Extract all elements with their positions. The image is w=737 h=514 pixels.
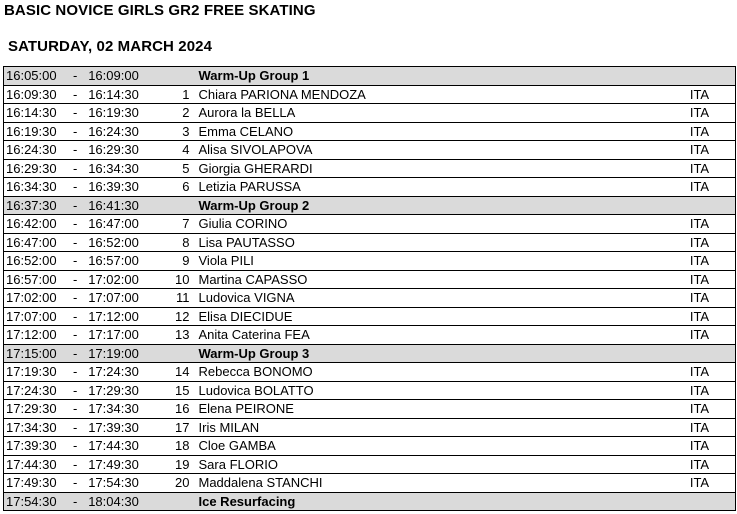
start-number: 18	[170, 437, 193, 456]
start-number: 2	[170, 104, 193, 123]
table-row	[4, 178, 736, 197]
nation-code: ITA	[690, 85, 736, 104]
time-separator: -	[68, 289, 82, 308]
start-time: 17:54:30	[4, 492, 69, 511]
time-separator: -	[68, 233, 82, 252]
skater-name: Warm-Up Group 3	[194, 344, 690, 363]
start-time: 16:05:00	[4, 67, 69, 86]
start-time: 16:19:30	[4, 122, 69, 141]
table-row	[4, 215, 736, 234]
start-number: 4	[170, 141, 193, 160]
skater-name: Alisa SIVOLAPOVA	[194, 141, 690, 160]
start-number: 15	[170, 381, 193, 400]
start-time: 17:07:00	[4, 307, 69, 326]
table-row	[4, 363, 736, 382]
time-separator: -	[68, 492, 82, 511]
table-row	[4, 85, 736, 104]
skater-name: Giulia CORINO	[194, 215, 690, 234]
nation-code	[690, 196, 736, 215]
table-row	[4, 437, 736, 456]
table-row	[4, 141, 736, 160]
time-separator: -	[68, 363, 82, 382]
time-separator: -	[68, 474, 82, 493]
skater-name: Sara FLORIO	[194, 455, 690, 474]
time-separator: -	[68, 178, 82, 197]
start-time: 16:09:30	[4, 85, 69, 104]
skater-name: Ludovica VIGNA	[194, 289, 690, 308]
end-time: 17:24:30	[82, 363, 170, 382]
table-row	[4, 307, 736, 326]
start-time: 17:34:30	[4, 418, 69, 437]
skater-name: Emma CELANO	[194, 122, 690, 141]
nation-code	[690, 344, 736, 363]
start-number: 11	[170, 289, 193, 308]
time-separator: -	[68, 400, 82, 419]
time-separator: -	[68, 455, 82, 474]
skater-name: Ludovica BOLATTO	[194, 381, 690, 400]
start-time: 16:24:30	[4, 141, 69, 160]
skater-name: Warm-Up Group 2	[194, 196, 690, 215]
skater-name: Lisa PAUTASSO	[194, 233, 690, 252]
time-separator: -	[68, 307, 82, 326]
skater-name: Martina CAPASSO	[194, 270, 690, 289]
start-number: 13	[170, 326, 193, 345]
end-time: 16:47:00	[82, 215, 170, 234]
end-time: 17:54:30	[82, 474, 170, 493]
end-time: 16:19:30	[82, 104, 170, 123]
nation-code: ITA	[690, 400, 736, 419]
start-number: 19	[170, 455, 193, 474]
start-number: 1	[170, 85, 193, 104]
nation-code: ITA	[690, 418, 736, 437]
time-separator: -	[68, 381, 82, 400]
table-row	[4, 159, 736, 178]
time-separator: -	[68, 159, 82, 178]
nation-code: ITA	[690, 326, 736, 345]
nation-code: ITA	[690, 252, 736, 271]
end-time: 16:39:30	[82, 178, 170, 197]
start-time: 16:57:00	[4, 270, 69, 289]
table-row	[4, 418, 736, 437]
nation-code: ITA	[690, 141, 736, 160]
end-time: 17:12:00	[82, 307, 170, 326]
end-time: 16:09:00	[82, 67, 170, 86]
time-separator: -	[68, 141, 82, 160]
time-separator: -	[68, 196, 82, 215]
start-number: 16	[170, 400, 193, 419]
start-number: 5	[170, 159, 193, 178]
nation-code: ITA	[690, 104, 736, 123]
start-number: 17	[170, 418, 193, 437]
nation-code: ITA	[690, 215, 736, 234]
end-time: 16:14:30	[82, 85, 170, 104]
skater-name: Elena PEIRONE	[194, 400, 690, 419]
start-number	[170, 196, 193, 215]
start-time: 17:02:00	[4, 289, 69, 308]
schedule-body	[4, 67, 736, 511]
group-row	[4, 344, 736, 363]
nation-code: ITA	[690, 381, 736, 400]
nation-code: ITA	[690, 437, 736, 456]
nation-code	[690, 67, 736, 86]
start-time: 16:29:30	[4, 159, 69, 178]
event-date: SATURDAY, 02 MARCH 2024	[8, 38, 213, 55]
time-separator: -	[68, 418, 82, 437]
skater-name: Chiara PARIONA MENDOZA	[194, 85, 690, 104]
skater-name: Aurora la BELLA	[194, 104, 690, 123]
start-number	[170, 67, 193, 86]
start-time: 17:24:30	[4, 381, 69, 400]
end-time: 17:49:30	[82, 455, 170, 474]
skater-name: Warm-Up Group 1	[194, 67, 690, 86]
skater-name: Viola PILI	[194, 252, 690, 271]
nation-code: ITA	[690, 233, 736, 252]
time-separator: -	[68, 326, 82, 345]
nation-code: ITA	[690, 474, 736, 493]
start-time: 17:15:00	[4, 344, 69, 363]
end-time: 16:34:30	[82, 159, 170, 178]
start-time: 16:14:30	[4, 104, 69, 123]
table-row	[4, 326, 736, 345]
table-row	[4, 455, 736, 474]
start-number: 8	[170, 233, 193, 252]
time-separator: -	[68, 67, 82, 86]
start-time: 17:49:30	[4, 474, 69, 493]
end-time: 18:04:30	[82, 492, 170, 511]
group-row	[4, 196, 736, 215]
end-time: 17:02:00	[82, 270, 170, 289]
skater-name: Rebecca BONOMO	[194, 363, 690, 382]
skater-name: Anita Caterina FEA	[194, 326, 690, 345]
nation-code: ITA	[690, 289, 736, 308]
skater-name: Ice Resurfacing	[194, 492, 690, 511]
end-time: 16:24:30	[82, 122, 170, 141]
start-time: 17:19:30	[4, 363, 69, 382]
start-number: 10	[170, 270, 193, 289]
nation-code: ITA	[690, 159, 736, 178]
time-separator: -	[68, 252, 82, 271]
time-separator: -	[68, 85, 82, 104]
nation-code: ITA	[690, 270, 736, 289]
end-time: 17:29:30	[82, 381, 170, 400]
start-number: 20	[170, 474, 193, 493]
nation-code: ITA	[690, 455, 736, 474]
nation-code	[690, 492, 736, 511]
start-number: 12	[170, 307, 193, 326]
nation-code: ITA	[690, 122, 736, 141]
start-number: 7	[170, 215, 193, 234]
start-time: 17:39:30	[4, 437, 69, 456]
table-row	[4, 233, 736, 252]
start-number: 6	[170, 178, 193, 197]
start-time: 17:44:30	[4, 455, 69, 474]
table-row	[4, 270, 736, 289]
start-number: 3	[170, 122, 193, 141]
end-time: 17:44:30	[82, 437, 170, 456]
time-separator: -	[68, 104, 82, 123]
start-number	[170, 344, 193, 363]
end-time: 16:29:30	[82, 141, 170, 160]
start-number: 9	[170, 252, 193, 271]
skater-name: Letizia PARUSSA	[194, 178, 690, 197]
start-time: 16:37:30	[4, 196, 69, 215]
table-row	[4, 104, 736, 123]
end-time: 17:07:00	[82, 289, 170, 308]
end-time: 16:57:00	[82, 252, 170, 271]
start-time: 16:52:00	[4, 252, 69, 271]
start-time: 17:12:00	[4, 326, 69, 345]
nation-code: ITA	[690, 307, 736, 326]
end-time: 17:19:00	[82, 344, 170, 363]
page-title: BASIC NOVICE GIRLS GR2 FREE SKATING	[4, 2, 316, 19]
start-time: 16:42:00	[4, 215, 69, 234]
table-row	[4, 400, 736, 419]
end-time: 16:52:00	[82, 233, 170, 252]
time-separator: -	[68, 344, 82, 363]
schedule-table	[3, 66, 736, 511]
end-time: 17:39:30	[82, 418, 170, 437]
table-row	[4, 381, 736, 400]
table-row	[4, 474, 736, 493]
end-time: 17:34:30	[82, 400, 170, 419]
table-row	[4, 122, 736, 141]
start-number: 14	[170, 363, 193, 382]
time-separator: -	[68, 437, 82, 456]
nation-code: ITA	[690, 363, 736, 382]
start-time: 16:47:00	[4, 233, 69, 252]
time-separator: -	[68, 215, 82, 234]
group-row	[4, 67, 736, 86]
nation-code: ITA	[690, 178, 736, 197]
skater-name: Giorgia GHERARDI	[194, 159, 690, 178]
time-separator: -	[68, 270, 82, 289]
skater-name: Iris MILAN	[194, 418, 690, 437]
table-row	[4, 252, 736, 271]
group-row	[4, 492, 736, 511]
start-number	[170, 492, 193, 511]
start-time: 16:34:30	[4, 178, 69, 197]
end-time: 16:41:30	[82, 196, 170, 215]
table-row	[4, 289, 736, 308]
skater-name: Maddalena STANCHI	[194, 474, 690, 493]
skater-name: Cloe GAMBA	[194, 437, 690, 456]
time-separator: -	[68, 122, 82, 141]
end-time: 17:17:00	[82, 326, 170, 345]
skater-name: Elisa DIECIDUE	[194, 307, 690, 326]
start-time: 17:29:30	[4, 400, 69, 419]
